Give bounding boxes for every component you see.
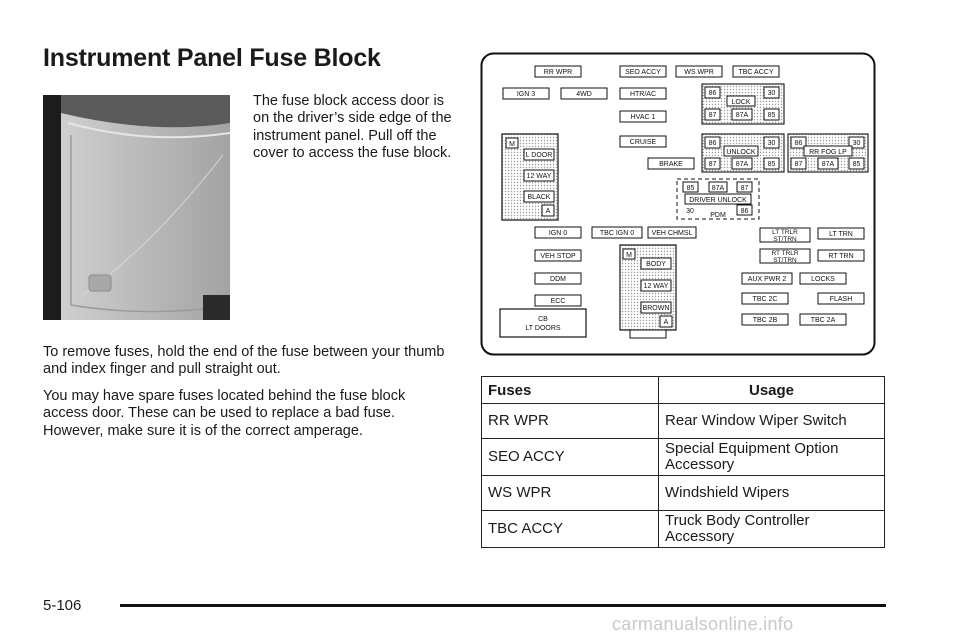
svg-text:87: 87 (794, 161, 803, 168)
svg-text:87: 87 (708, 112, 717, 119)
cb-label: CB (538, 316, 548, 323)
svg-text:30: 30 (852, 140, 861, 147)
page-number: 5-106 (43, 597, 82, 614)
svg-text:87A: 87A (821, 161, 835, 168)
table-row (482, 476, 885, 511)
table-row (482, 439, 885, 476)
fuse-locks: LOCKS (811, 276, 835, 283)
table-row (482, 404, 885, 439)
svg-text:87: 87 (740, 185, 749, 192)
svg-text:RR FOG LP: RR FOG LP (809, 149, 847, 156)
fuse-tbc-2b: TBC 2B (752, 317, 778, 324)
fuse-lt-trn: LT TRN (829, 231, 853, 238)
table-header-row (482, 377, 885, 404)
breaker-label: M (509, 141, 515, 148)
relay-lock (702, 84, 784, 124)
fuse-rt-trlr: RT TRLR (771, 250, 799, 257)
spare-fuses-text: You may have spare fuses located behind the fuse block access door. These can be used to replace a bad fuse. However, make sure it is of the correct amperage. (43, 388, 406, 439)
breaker-label: A (545, 208, 551, 215)
fuse-flash: FLASH (829, 296, 853, 303)
svg-text:30: 30 (686, 208, 694, 215)
fuse-cruise: CRUISE (629, 139, 657, 146)
cb-lt-doors (500, 309, 586, 337)
pdm-module (677, 179, 759, 219)
svg-text:85: 85 (852, 161, 861, 168)
svg-text:DRIVER UNLOCK: DRIVER UNLOCK (689, 197, 747, 204)
breaker-label: 12 WAY (643, 283, 669, 290)
usage-cell: Rear Window Wiper Switch (659, 404, 885, 439)
fuse-lt-trlr: LT TRLR (772, 229, 798, 236)
fuse-tbc-ign-0: TBC IGN 0 (599, 230, 635, 237)
svg-text:87A: 87A (711, 185, 725, 192)
fuse-ecc: ECC (550, 298, 566, 305)
svg-text:85: 85 (767, 112, 776, 119)
fuse-cell: RR WPR (482, 404, 659, 439)
svg-text:PDM: PDM (710, 212, 726, 219)
fuse-veh-stop: VEH STOP (540, 253, 576, 260)
svg-text:86: 86 (708, 140, 717, 147)
fuse-veh-chmsl: VEH CHMSL (651, 230, 693, 237)
fuse-seo-accy: SEO ACCY (625, 69, 661, 76)
svg-text:LOCK: LOCK (731, 99, 751, 106)
relay-rr-fog-lp (788, 134, 868, 172)
fuse-ign-3: IGN 3 (516, 91, 536, 98)
footer-rule (120, 604, 886, 607)
remove-fuses-text: To remove fuses, hold the end of the fuse between your thumb and index finger and pull straight out. (43, 344, 445, 378)
column-header-fuses: Fuses (482, 377, 659, 404)
breaker-label: L DOOR (525, 152, 553, 159)
breaker-label: A (663, 319, 669, 326)
fuse-rt-trn: RT TRN (828, 253, 854, 260)
usage-cell: Truck Body Controller Accessory (659, 511, 885, 548)
breaker-label: M (626, 252, 632, 259)
svg-text:87: 87 (708, 161, 717, 168)
fuse-htr-ac: HTR/AC (629, 91, 657, 98)
fuse-4wd: 4WD (576, 91, 592, 98)
cb-label: LT DOORS (525, 325, 561, 332)
svg-text:86: 86 (708, 90, 717, 97)
table-row (482, 511, 885, 548)
fuse-block-diagram (480, 52, 876, 356)
svg-text:86: 86 (740, 208, 749, 215)
fuse-hvac-1: HVAC 1 (630, 114, 656, 121)
svg-text:85: 85 (767, 161, 776, 168)
breaker-label: 12 WAY (526, 173, 552, 180)
page-title: Instrument Panel Fuse Block (43, 44, 381, 72)
fuse-lt-trlr-sub: ST/TRN (773, 236, 797, 243)
breaker-label: BODY (646, 261, 666, 268)
fuse-brake: BRAKE (659, 161, 683, 168)
watermark: carmanualsonline.info (612, 614, 794, 634)
fuse-cell: SEO ACCY (482, 439, 659, 476)
column-header-usage: Usage (659, 377, 885, 404)
fuse-rr-wpr: RR WPR (543, 69, 573, 76)
fuse-rt-trlr-sub: ST/TRN (773, 257, 797, 264)
svg-text:87A: 87A (735, 112, 749, 119)
fuse-usage-table (481, 376, 885, 548)
relay-unlock (702, 134, 784, 172)
fuse-cell: WS WPR (482, 476, 659, 511)
fuse-ws-wpr: WS WPR (684, 69, 714, 76)
fuse-cell: TBC ACCY (482, 511, 659, 548)
svg-text:87A: 87A (735, 161, 749, 168)
breaker-label: BLACK (527, 194, 551, 201)
fuse-ign-0: IGN 0 (548, 230, 568, 237)
svg-text:30: 30 (767, 90, 776, 97)
fuse-door-photo (43, 95, 230, 320)
intro-text: The fuse block access door is on the driver’s side edge of the instrument panel. Pull off the cover to access the fuse block. (253, 93, 452, 162)
fuse-aux-pwr-2: AUX PWR 2 (747, 276, 787, 283)
fuse-tbc-2a: TBC 2A (810, 317, 836, 324)
breaker-label: BROWN (642, 305, 670, 312)
fuse-tbc-accy: TBC ACCY (738, 69, 774, 76)
svg-text:UNLOCK: UNLOCK (726, 149, 756, 156)
svg-text:30: 30 (767, 140, 776, 147)
fuse-ddm: DDM (550, 276, 566, 283)
fuse-tbc-2c: TBC 2C (752, 296, 778, 303)
usage-cell: Special Equipment Option Accessory (659, 439, 885, 476)
svg-text:85: 85 (686, 185, 695, 192)
usage-cell: Windshield Wipers (659, 476, 885, 511)
svg-text:86: 86 (794, 140, 803, 147)
